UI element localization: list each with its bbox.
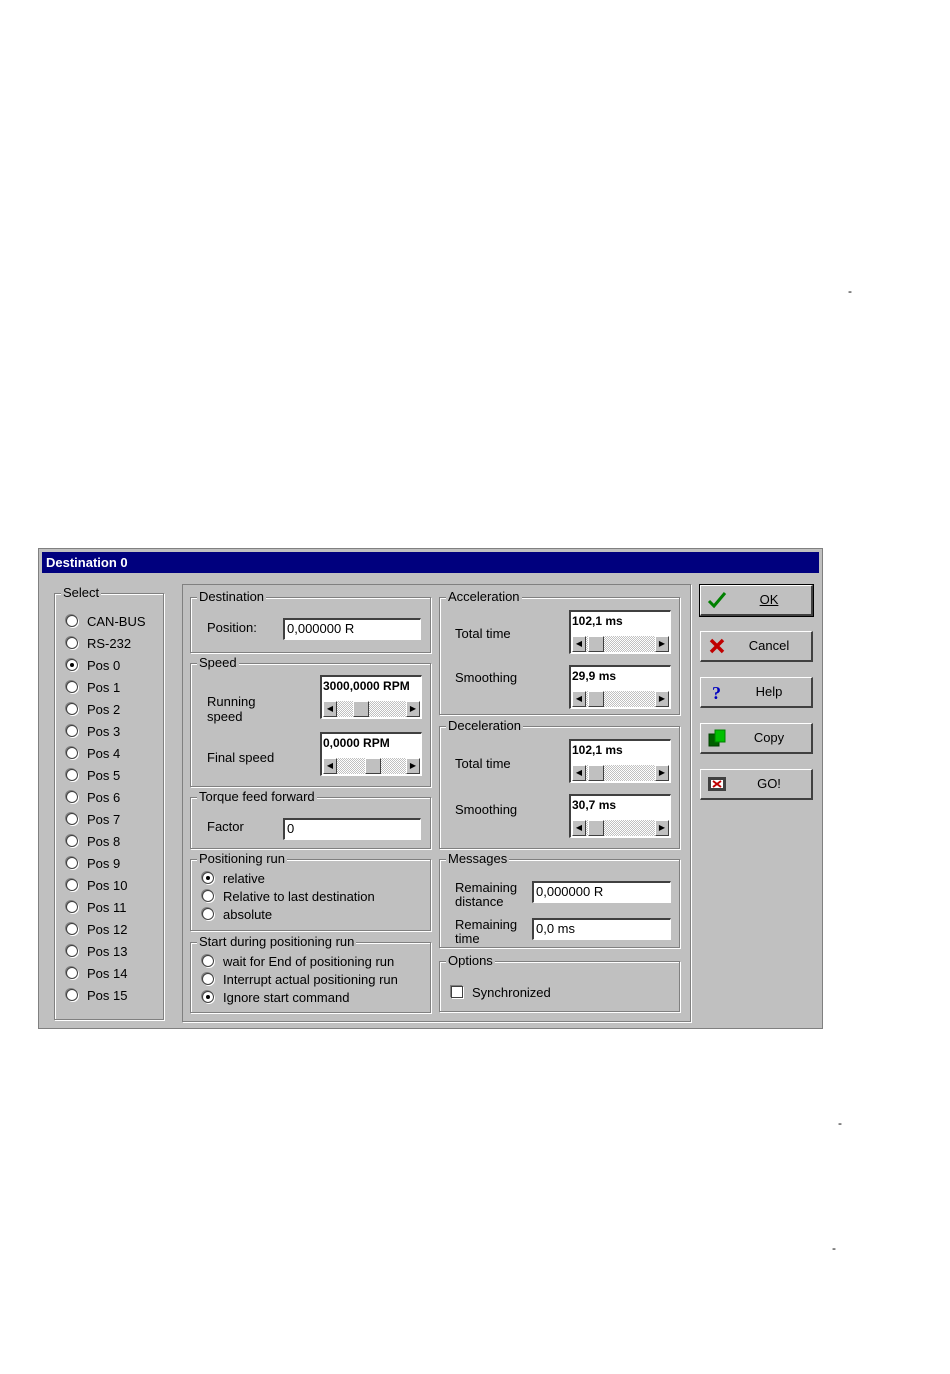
select-radio-row[interactable]: [66, 854, 120, 872]
select-radio-row[interactable]: [66, 832, 120, 850]
select-radio-row[interactable]: [66, 920, 127, 938]
accel-total-value: 102,1 ms: [572, 614, 623, 628]
deceleration-group: [439, 718, 680, 849]
decel-total-label: Total time: [455, 756, 511, 771]
factor-label: Factor: [207, 819, 244, 834]
scroll-right-button[interactable]: ▶: [406, 758, 420, 774]
select-radio-row[interactable]: [66, 700, 120, 718]
speed-group-title: Speed: [199, 655, 237, 670]
scroll-left-button[interactable]: ◀: [572, 765, 586, 781]
select-radio-button[interactable]: [66, 967, 78, 979]
decel-total-spinner[interactable]: [569, 739, 671, 783]
select-radio-button[interactable]: [66, 901, 78, 913]
select-radio-row[interactable]: [66, 964, 127, 982]
positioning-run-radio-button[interactable]: [202, 872, 214, 884]
running-speed-label: [207, 694, 255, 724]
copy-button-label: Copy: [753, 730, 785, 745]
select-radio-label: Pos 15: [87, 987, 128, 1003]
remaining-time-label: [455, 918, 517, 946]
remaining-time-field: 0,0 ms: [532, 918, 671, 940]
options-group-title: Options: [448, 953, 493, 968]
go-button-label: GO!: [757, 776, 781, 791]
select-radio-label: Pos 9: [87, 855, 121, 871]
select-radio-button[interactable]: [66, 923, 78, 935]
options-group: [439, 953, 680, 1012]
destination-dialog: [38, 548, 823, 1029]
running-speed-label-line2: speed: [207, 709, 243, 724]
speed-group: [190, 655, 431, 787]
positioning-run-radio-row[interactable]: [202, 905, 272, 923]
scroll-left-button[interactable]: ◀: [572, 636, 586, 652]
select-radio-label: Pos 10: [87, 877, 128, 893]
select-radio-button[interactable]: [66, 703, 78, 715]
select-radio-label: Pos 12: [87, 921, 128, 937]
select-radio-row[interactable]: [66, 612, 146, 630]
acceleration-group: [439, 589, 680, 715]
scroll-thumb[interactable]: [588, 636, 604, 652]
svg-text:?: ?: [712, 683, 721, 702]
select-radio-label: CAN-BUS: [87, 613, 146, 629]
go-button[interactable]: [700, 769, 813, 800]
final-speed-label: Final speed: [207, 750, 275, 765]
select-radio-button[interactable]: [66, 791, 78, 803]
select-radio-button[interactable]: [66, 857, 78, 869]
scroll-left-button[interactable]: ◀: [572, 820, 586, 836]
running-speed-value: 3000,0000 RPM: [323, 679, 410, 693]
select-radio-button[interactable]: [66, 747, 78, 759]
destination-group: [190, 589, 431, 653]
accel-smoothing-value: 29,9 ms: [572, 669, 617, 683]
scroll-right-button[interactable]: ▶: [655, 820, 669, 836]
start-during-radio-row[interactable]: [202, 988, 349, 1006]
positioning-run-radio-row[interactable]: [202, 887, 375, 905]
start-during-radio-button[interactable]: [202, 955, 214, 967]
synchronized-label: Synchronized: [472, 984, 551, 1000]
start-during-radio-label: Ignore start command: [223, 989, 350, 1005]
messages-group: [439, 851, 680, 948]
select-radio-button[interactable]: [66, 615, 78, 627]
remaining-distance-field: 0,000000 R: [532, 881, 671, 903]
decel-smoothing-label: Smoothing: [455, 802, 518, 817]
cancel-button[interactable]: [700, 631, 813, 662]
select-radio-label: Pos 5: [87, 767, 121, 783]
select-radio-row[interactable]: [66, 898, 127, 916]
select-radio-label: Pos 1: [87, 679, 121, 695]
help-button[interactable]: [700, 677, 813, 708]
select-radio-button[interactable]: [66, 659, 78, 671]
ok-button-label: OK: [759, 592, 779, 607]
select-radio-row[interactable]: [66, 942, 127, 960]
positioning-run-radio-label: relative: [223, 870, 265, 886]
select-radio-button[interactable]: [66, 945, 78, 957]
scroll-thumb[interactable]: [365, 758, 381, 774]
accel-total-spinner[interactable]: [569, 610, 671, 654]
select-radio-row[interactable]: [66, 788, 120, 806]
accel-total-scrollbar[interactable]: [572, 636, 669, 652]
remaining-time-label-line2: time: [455, 931, 480, 946]
scroll-thumb[interactable]: [353, 701, 369, 717]
positioning-run-radio-label: absolute: [223, 906, 273, 922]
select-radio-button[interactable]: [66, 835, 78, 847]
select-radio-row[interactable]: [66, 678, 120, 696]
select-radio-label: Pos 6: [87, 789, 121, 805]
torque-group-title: Torque feed forward: [199, 789, 315, 804]
select-radio-row[interactable]: [66, 986, 127, 1004]
start-during-radio-row[interactable]: [202, 952, 394, 970]
running-speed-scrollbar[interactable]: [323, 701, 420, 717]
select-radio-row[interactable]: [66, 722, 120, 740]
synchronized-checkbox-row[interactable]: [451, 983, 551, 1001]
select-radio-row[interactable]: [66, 810, 120, 828]
select-radio-row[interactable]: [66, 634, 131, 652]
page-dash: -: [832, 1241, 836, 1255]
select-radio-button[interactable]: [66, 813, 78, 825]
scroll-right-button[interactable]: ▶: [406, 701, 420, 717]
select-radio-label: Pos 14: [87, 965, 128, 981]
torque-group: [190, 789, 431, 849]
decel-smoothing-spinner[interactable]: [569, 794, 671, 838]
select-group-title: Select: [63, 585, 100, 600]
title-bar: [42, 552, 819, 573]
select-radio-label: Pos 8: [87, 833, 121, 849]
help-button-label: Help: [755, 684, 783, 699]
scroll-thumb[interactable]: [588, 820, 604, 836]
acceleration-group-title: Acceleration: [448, 589, 520, 604]
accel-total-label: Total time: [455, 626, 511, 641]
remaining-time-label-line1: Remaining: [455, 917, 518, 932]
start-during-radio-label: wait for End of positioning run: [223, 953, 395, 969]
select-radio-label: Pos 13: [87, 943, 128, 959]
accel-smoothing-spinner[interactable]: [569, 665, 671, 709]
final-speed-scrollbar[interactable]: [323, 758, 420, 774]
factor-field[interactable]: 0: [283, 818, 421, 840]
accel-smoothing-scrollbar[interactable]: [572, 691, 669, 707]
deceleration-group-title: Deceleration: [448, 718, 521, 733]
select-radio-row[interactable]: [66, 744, 120, 762]
select-radio-button[interactable]: [66, 681, 78, 693]
start-during-radio-row[interactable]: [202, 970, 398, 988]
select-radio-button[interactable]: [66, 989, 78, 1001]
remaining-distance-label: [455, 881, 517, 909]
page-dash: -: [848, 284, 852, 298]
x-icon: [707, 636, 727, 656]
remaining-distance-label-line2: distance: [455, 894, 504, 909]
scroll-left-button[interactable]: ◀: [572, 691, 586, 707]
scroll-thumb[interactable]: [588, 765, 604, 781]
accel-smoothing-label: Smoothing: [455, 670, 518, 685]
positioning-run-radio-row[interactable]: [202, 869, 265, 887]
remaining-distance-label-line1: Remaining: [455, 880, 518, 895]
position-label: Position:: [207, 620, 257, 635]
decel-smoothing-scrollbar[interactable]: [572, 820, 669, 836]
decel-smoothing-value: 30,7 ms: [572, 798, 617, 812]
running-speed-label-line1: Running: [207, 694, 256, 709]
positioning-run-radio-label: Relative to last destination: [223, 888, 375, 904]
dialog-title: Destination 0: [46, 555, 128, 570]
final-speed-spinner[interactable]: [320, 732, 422, 776]
positioning-run-group-title: Positioning run: [199, 851, 285, 866]
select-radio-label: Pos 11: [87, 899, 127, 915]
scroll-left-button[interactable]: ◀: [323, 758, 337, 774]
positioning-run-group: [190, 851, 431, 931]
select-radio-label: Pos 7: [87, 811, 121, 827]
checkmark-icon: [707, 590, 727, 610]
page-dash: -: [838, 1116, 842, 1130]
synchronized-checkbox[interactable]: [451, 986, 463, 998]
decel-total-value: 102,1 ms: [572, 743, 623, 757]
scroll-right-button[interactable]: ▶: [655, 636, 669, 652]
select-radio-row[interactable]: [66, 876, 127, 894]
destination-group-title: Destination: [199, 589, 265, 604]
scroll-thumb[interactable]: [588, 691, 604, 707]
ok-button[interactable]: [700, 585, 813, 616]
messages-group-title: Messages: [448, 851, 508, 866]
start-during-radio-label: Interrupt actual positioning run: [223, 971, 398, 987]
select-radio-row[interactable]: [66, 656, 120, 674]
positioning-run-radio-button[interactable]: [202, 908, 214, 920]
running-speed-spinner[interactable]: [320, 675, 422, 719]
select-radio-label: Pos 3: [87, 723, 121, 739]
start-during-radio-button[interactable]: [202, 973, 214, 985]
select-radio-button[interactable]: [66, 879, 78, 891]
select-radio-button[interactable]: [66, 725, 78, 737]
select-radio-label: Pos 0: [87, 657, 121, 673]
select-radio-button[interactable]: [66, 769, 78, 781]
copy-icon: [707, 728, 727, 748]
position-field[interactable]: 0,000000 R: [283, 618, 421, 640]
question-icon: [707, 682, 727, 702]
select-radio-row[interactable]: [66, 766, 120, 784]
scroll-left-button[interactable]: ◀: [323, 701, 337, 717]
cancel-button-label: Cancel: [748, 638, 790, 653]
select-radio-button[interactable]: [66, 637, 78, 649]
select-group: [54, 585, 164, 1020]
select-radio-label: Pos 4: [87, 745, 121, 761]
select-radio-label: Pos 2: [87, 701, 121, 717]
scroll-right-button[interactable]: ▶: [655, 765, 669, 781]
start-during-group: [190, 934, 431, 1013]
start-during-group-title: Start during positioning run: [199, 934, 355, 949]
scroll-right-button[interactable]: ▶: [655, 691, 669, 707]
select-radio-label: RS-232: [87, 635, 132, 651]
copy-button[interactable]: [700, 723, 813, 754]
decel-total-scrollbar[interactable]: [572, 765, 669, 781]
start-during-radio-button[interactable]: [202, 991, 214, 1003]
film-icon: [707, 774, 727, 794]
final-speed-value: 0,0000 RPM: [323, 736, 390, 750]
positioning-run-radio-button[interactable]: [202, 890, 214, 902]
